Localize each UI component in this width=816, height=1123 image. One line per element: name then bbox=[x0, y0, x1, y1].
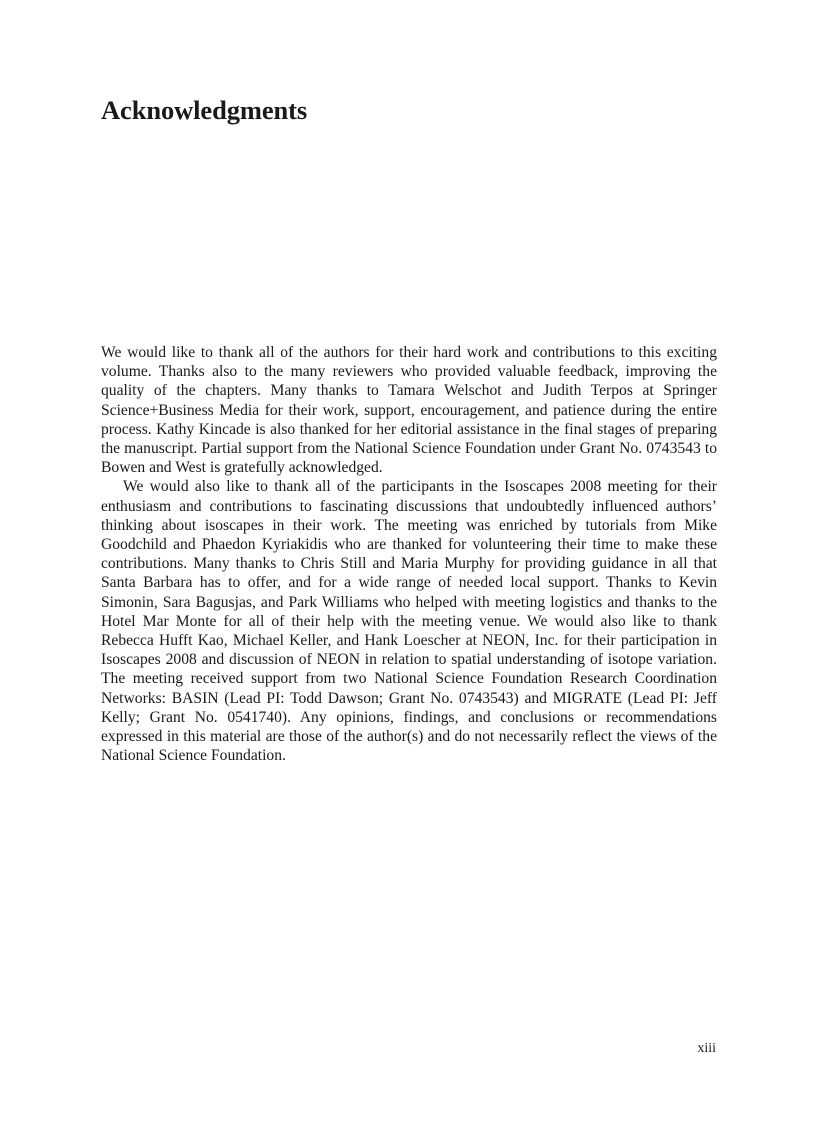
paragraph-1: We would like to thank all of the authors for their hard work and contributions to this exciting volume. Thanks also to the many reviewers who provided valuable feedback, improving the quality of the chapters. Many thanks to Tamara Welschot and Judith Terpos at Springer Science+Business Media for their work, support, encouragement, and patience during the entire process. Kathy Kincade is also thanked for her editorial assistance in the final stages of preparing the manuscript. Partial support from the National Science Foundation under Grant No. 0743543 to Bowen and West is gratefully acknowledged. bbox=[101, 344, 717, 477]
acknowledgments-body bbox=[101, 343, 717, 765]
page-number: xiii bbox=[697, 1041, 716, 1056]
paragraph-2: We would also like to thank all of the participants in the Isoscapes 2008 meeting for their enthusiasm and contributions to fascinating discussions that undoubtedly influenced authors’ thinking about isoscapes in their work. The meeting was enriched by tutorials from Mike Goodchild and Phaedon Kyriakidis who are thanked for volunteering their time to make these contributions. Many thanks to Chris Still and Maria Murphy for providing guidance in all that Santa Barbara has to offer, and for a wide range of needed local support. Thanks to Kevin Simonin, Sara Bagusjas, and Park Williams who helped with meeting logistics and thanks to the Hotel Mar Monte for all of their help with the meeting venue. We would also like to thank Rebecca Hufft Kao, Michael Keller, and Hank Loescher at NEON, Inc. for their participation in Isoscapes 2008 and discussion of NEON in relation to spatial understanding of isotope variation. The meeting received support from two National Science Foundation Research Coordination Networks: BASIN (Lead PI: Todd Dawson; Grant No. 0743543) and MIGRATE (Lead PI: Jeff Kelly; Grant No. 0541740). Any opinions, findings, and conclusions or recommendations expressed in this material are those of the author(s) and do not necessarily reflect the views of the National Science Foundation. bbox=[101, 478, 717, 765]
page-title: Acknowledgments bbox=[101, 95, 308, 125]
